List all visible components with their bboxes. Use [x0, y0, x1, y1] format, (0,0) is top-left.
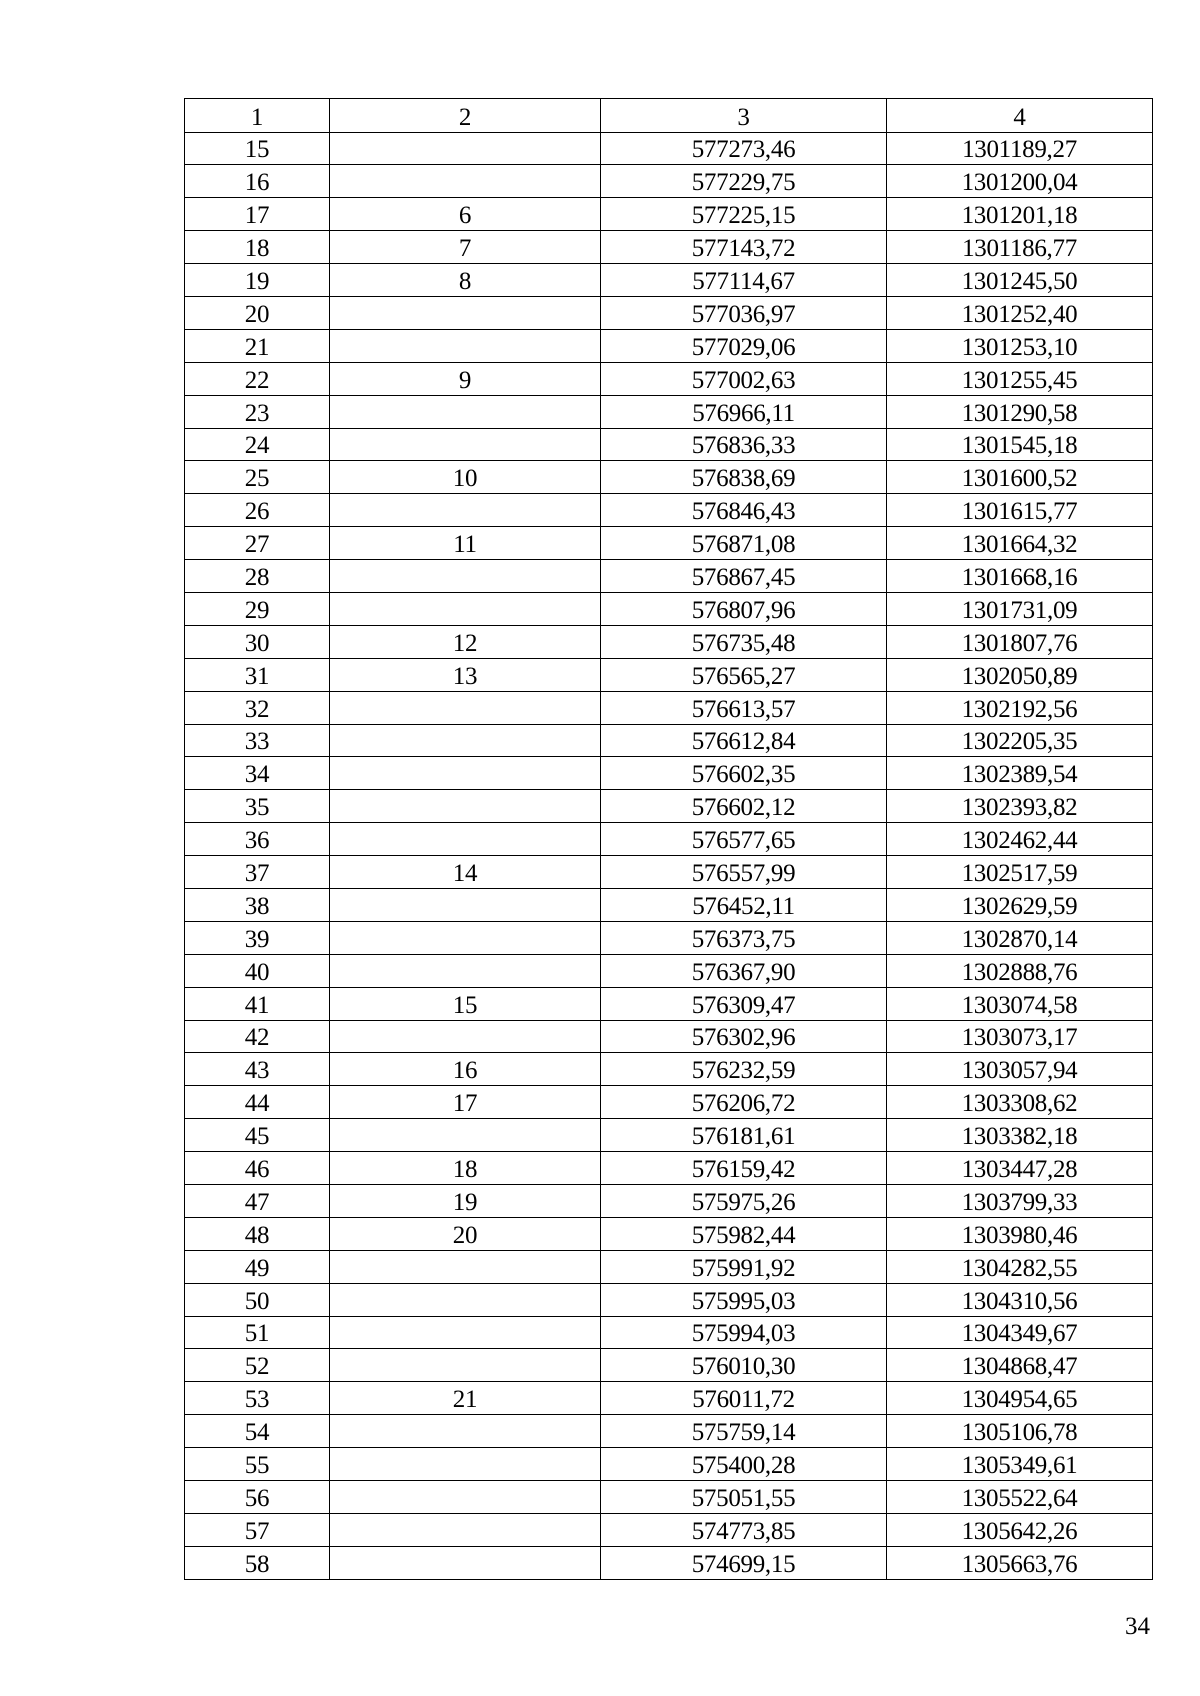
table-cell-col-3: 576867,45 [601, 560, 887, 593]
table-cell-col-3: 576966,11 [601, 395, 887, 428]
table-cell-col-2: 18 [330, 1152, 601, 1185]
table-cell-col-4: 1302205,35 [887, 724, 1153, 757]
table-row [185, 1020, 1153, 1053]
table-cell-col-3: 576602,12 [601, 790, 887, 823]
table-cell-col-3: 574699,15 [601, 1546, 887, 1579]
table-cell-col-3: 576577,65 [601, 823, 887, 856]
table-cell-col-1: 21 [185, 329, 330, 362]
table-cell-col-2 [330, 757, 601, 790]
table-cell-col-2 [330, 1119, 601, 1152]
table-row [185, 461, 1153, 494]
table-cell-col-3: 576011,72 [601, 1382, 887, 1415]
table-cell-col-2: 21 [330, 1382, 601, 1415]
table-cell-col-1: 23 [185, 395, 330, 428]
table-row [185, 987, 1153, 1020]
table-cell-col-3: 575995,03 [601, 1283, 887, 1316]
column-header-3: 3 [601, 99, 887, 133]
column-header-2: 2 [330, 99, 601, 133]
table-cell-col-1: 55 [185, 1448, 330, 1481]
table-cell-col-2 [330, 1448, 601, 1481]
table-cell-col-3: 576557,99 [601, 856, 887, 889]
table-cell-col-2: 20 [330, 1217, 601, 1250]
table-cell-col-1: 25 [185, 461, 330, 494]
table-cell-col-1: 56 [185, 1481, 330, 1514]
table-cell-col-3: 577225,15 [601, 198, 887, 231]
table-cell-col-1: 52 [185, 1349, 330, 1382]
table-cell-col-2 [330, 921, 601, 954]
table-cell-col-1: 32 [185, 691, 330, 724]
table-row [185, 1546, 1153, 1579]
column-header-4: 4 [887, 99, 1153, 133]
table-row [185, 888, 1153, 921]
table-cell-col-4: 1301807,76 [887, 625, 1153, 658]
table-cell-col-2 [330, 790, 601, 823]
table-cell-col-4: 1305642,26 [887, 1513, 1153, 1546]
table-cell-col-4: 1301731,09 [887, 592, 1153, 625]
table-cell-col-3: 576735,48 [601, 625, 887, 658]
table-cell-col-2 [330, 1481, 601, 1514]
table-cell-col-4: 1301664,32 [887, 527, 1153, 560]
table-cell-col-4: 1302192,56 [887, 691, 1153, 724]
table-cell-col-1: 31 [185, 658, 330, 691]
table-cell-col-1: 50 [185, 1283, 330, 1316]
table-row [185, 954, 1153, 987]
table-cell-col-1: 27 [185, 527, 330, 560]
table-cell-col-1: 20 [185, 296, 330, 329]
table-cell-col-1: 19 [185, 264, 330, 297]
table-cell-col-2 [330, 494, 601, 527]
table-cell-col-2: 14 [330, 856, 601, 889]
table-row [185, 527, 1153, 560]
table-row [185, 1185, 1153, 1218]
table-cell-col-3: 576807,96 [601, 592, 887, 625]
table-row [185, 1415, 1153, 1448]
table-row [185, 1349, 1153, 1382]
table-row [185, 395, 1153, 428]
table-cell-col-2 [330, 823, 601, 856]
table-cell-col-1: 45 [185, 1119, 330, 1152]
table-cell-col-4: 1301201,18 [887, 198, 1153, 231]
table-cell-col-4: 1301615,77 [887, 494, 1153, 527]
table-cell-col-1: 16 [185, 165, 330, 198]
table-header [185, 99, 1153, 133]
table-cell-col-2: 19 [330, 1185, 601, 1218]
table-cell-col-2: 7 [330, 231, 601, 264]
table-cell-col-4: 1302870,14 [887, 921, 1153, 954]
table-row [185, 1086, 1153, 1119]
table-cell-col-3: 575400,28 [601, 1448, 887, 1481]
table-cell-col-4: 1304954,65 [887, 1382, 1153, 1415]
table-cell-col-1: 57 [185, 1513, 330, 1546]
table-cell-col-2: 8 [330, 264, 601, 297]
table-cell-col-3: 576836,33 [601, 428, 887, 461]
table-cell-col-1: 41 [185, 987, 330, 1020]
table-cell-col-3: 576373,75 [601, 921, 887, 954]
table-cell-col-2 [330, 329, 601, 362]
table-cell-col-2 [330, 132, 601, 165]
table-cell-col-2 [330, 592, 601, 625]
table-row [185, 1382, 1153, 1415]
table-row [185, 1053, 1153, 1086]
table-cell-col-1: 39 [185, 921, 330, 954]
table-cell-col-1: 22 [185, 362, 330, 395]
table-cell-col-4: 1301200,04 [887, 165, 1153, 198]
table-row [185, 1316, 1153, 1349]
table-cell-col-2 [330, 1349, 601, 1382]
table-cell-col-1: 42 [185, 1020, 330, 1053]
table-row [185, 790, 1153, 823]
table-cell-col-2 [330, 395, 601, 428]
table-row [185, 691, 1153, 724]
table-cell-col-1: 49 [185, 1250, 330, 1283]
table-cell-col-2 [330, 428, 601, 461]
table-cell-col-1: 18 [185, 231, 330, 264]
table-cell-col-3: 576309,47 [601, 987, 887, 1020]
table-cell-col-4: 1301600,52 [887, 461, 1153, 494]
table-cell-col-4: 1301252,40 [887, 296, 1153, 329]
table-cell-col-3: 576602,35 [601, 757, 887, 790]
table-cell-col-2 [330, 296, 601, 329]
table-row [185, 1481, 1153, 1514]
table-cell-col-1: 35 [185, 790, 330, 823]
table-cell-col-4: 1302517,59 [887, 856, 1153, 889]
table-cell-col-1: 37 [185, 856, 330, 889]
table-cell-col-2 [330, 1283, 601, 1316]
table-body [185, 132, 1153, 1579]
table-row [185, 625, 1153, 658]
table-cell-col-3: 576838,69 [601, 461, 887, 494]
table-cell-col-4: 1305106,78 [887, 1415, 1153, 1448]
table-row [185, 1250, 1153, 1283]
table-row [185, 823, 1153, 856]
table-cell-col-2 [330, 560, 601, 593]
table-cell-col-4: 1303308,62 [887, 1086, 1153, 1119]
table-cell-col-1: 51 [185, 1316, 330, 1349]
table-cell-col-4: 1305663,76 [887, 1546, 1153, 1579]
table-cell-col-1: 17 [185, 198, 330, 231]
table-row [185, 165, 1153, 198]
table-row [185, 856, 1153, 889]
table-cell-col-4: 1302629,59 [887, 888, 1153, 921]
table-row [185, 231, 1153, 264]
table-cell-col-3: 577143,72 [601, 231, 887, 264]
table-cell-col-3: 576452,11 [601, 888, 887, 921]
table-cell-col-2 [330, 691, 601, 724]
table-row [185, 1513, 1153, 1546]
table-cell-col-1: 24 [185, 428, 330, 461]
table-cell-col-2: 10 [330, 461, 601, 494]
column-header-1: 1 [185, 99, 330, 133]
table-cell-col-3: 576871,08 [601, 527, 887, 560]
table-row [185, 264, 1153, 297]
table-cell-col-1: 44 [185, 1086, 330, 1119]
table-cell-col-3: 575975,26 [601, 1185, 887, 1218]
table-cell-col-2: 9 [330, 362, 601, 395]
table-cell-col-4: 1301186,77 [887, 231, 1153, 264]
table-cell-col-1: 15 [185, 132, 330, 165]
table-row [185, 329, 1153, 362]
table-cell-col-4: 1303073,17 [887, 1020, 1153, 1053]
table-cell-col-2 [330, 724, 601, 757]
table-cell-col-4: 1301253,10 [887, 329, 1153, 362]
table-cell-col-2: 6 [330, 198, 601, 231]
table-cell-col-4: 1301189,27 [887, 132, 1153, 165]
table-cell-col-4: 1301668,16 [887, 560, 1153, 593]
table-cell-col-3: 576159,42 [601, 1152, 887, 1185]
table-cell-col-3: 576302,96 [601, 1020, 887, 1053]
table-cell-col-4: 1303980,46 [887, 1217, 1153, 1250]
table-cell-col-4: 1303074,58 [887, 987, 1153, 1020]
table-cell-col-3: 575991,92 [601, 1250, 887, 1283]
table-cell-col-3: 575759,14 [601, 1415, 887, 1448]
table-cell-col-4: 1305522,64 [887, 1481, 1153, 1514]
table-cell-col-4: 1303799,33 [887, 1185, 1153, 1218]
table-cell-col-4: 1304868,47 [887, 1349, 1153, 1382]
table-cell-col-3: 575994,03 [601, 1316, 887, 1349]
table-cell-col-4: 1301545,18 [887, 428, 1153, 461]
table-cell-col-2 [330, 954, 601, 987]
table-cell-col-1: 29 [185, 592, 330, 625]
table-cell-col-3: 576612,84 [601, 724, 887, 757]
table-row [185, 1283, 1153, 1316]
table-cell-col-3: 577036,97 [601, 296, 887, 329]
table-row [185, 724, 1153, 757]
coordinates-table [184, 98, 1153, 1580]
table-row [185, 494, 1153, 527]
table-cell-col-3: 577029,06 [601, 329, 887, 362]
table-row [185, 132, 1153, 165]
table-cell-col-2: 11 [330, 527, 601, 560]
table-row [185, 1119, 1153, 1152]
table-cell-col-1: 26 [185, 494, 330, 527]
table-cell-col-3: 574773,85 [601, 1513, 887, 1546]
table-row [185, 560, 1153, 593]
table-cell-col-1: 33 [185, 724, 330, 757]
table-cell-col-4: 1301245,50 [887, 264, 1153, 297]
table-cell-col-1: 46 [185, 1152, 330, 1185]
table-cell-col-4: 1304282,55 [887, 1250, 1153, 1283]
table-cell-col-3: 576846,43 [601, 494, 887, 527]
table-cell-col-4: 1305349,61 [887, 1448, 1153, 1481]
table-cell-col-1: 53 [185, 1382, 330, 1415]
table-cell-col-3: 576565,27 [601, 658, 887, 691]
table-cell-col-2 [330, 888, 601, 921]
table-cell-col-2: 12 [330, 625, 601, 658]
table-cell-col-2: 13 [330, 658, 601, 691]
table-cell-col-4: 1301290,58 [887, 395, 1153, 428]
table-row [185, 198, 1153, 231]
table-cell-col-4: 1302462,44 [887, 823, 1153, 856]
table-cell-col-1: 36 [185, 823, 330, 856]
table-cell-col-3: 577229,75 [601, 165, 887, 198]
table-cell-col-4: 1302888,76 [887, 954, 1153, 987]
table-cell-col-3: 577273,46 [601, 132, 887, 165]
table-cell-col-3: 576367,90 [601, 954, 887, 987]
table-cell-col-2 [330, 1250, 601, 1283]
table-cell-col-3: 577002,63 [601, 362, 887, 395]
table-cell-col-1: 28 [185, 560, 330, 593]
table-cell-col-4: 1302393,82 [887, 790, 1153, 823]
table-cell-col-2 [330, 1513, 601, 1546]
table-row [185, 592, 1153, 625]
table-row [185, 658, 1153, 691]
table-cell-col-4: 1301255,45 [887, 362, 1153, 395]
table-cell-col-4: 1303447,28 [887, 1152, 1153, 1185]
table-cell-col-2 [330, 1316, 601, 1349]
table-row [185, 296, 1153, 329]
table-cell-col-3: 576232,59 [601, 1053, 887, 1086]
table-cell-col-1: 30 [185, 625, 330, 658]
table-cell-col-3: 575982,44 [601, 1217, 887, 1250]
table-cell-col-2 [330, 1415, 601, 1448]
table-cell-col-4: 1302389,54 [887, 757, 1153, 790]
page-number: 34 [1125, 1613, 1150, 1640]
table-cell-col-4: 1303382,18 [887, 1119, 1153, 1152]
table-cell-col-1: 38 [185, 888, 330, 921]
table-cell-col-1: 40 [185, 954, 330, 987]
table-cell-col-4: 1302050,89 [887, 658, 1153, 691]
table-cell-col-4: 1304349,67 [887, 1316, 1153, 1349]
table-row [185, 921, 1153, 954]
table-cell-col-4: 1303057,94 [887, 1053, 1153, 1086]
table-cell-col-3: 576181,61 [601, 1119, 887, 1152]
table-cell-col-2 [330, 1020, 601, 1053]
table-cell-col-1: 34 [185, 757, 330, 790]
table-row [185, 1448, 1153, 1481]
table-cell-col-2 [330, 165, 601, 198]
table-cell-col-4: 1304310,56 [887, 1283, 1153, 1316]
table-cell-col-1: 47 [185, 1185, 330, 1218]
table-cell-col-1: 58 [185, 1546, 330, 1579]
table-cell-col-3: 577114,67 [601, 264, 887, 297]
table-row [185, 757, 1153, 790]
table-row [185, 362, 1153, 395]
table-cell-col-1: 54 [185, 1415, 330, 1448]
table-cell-col-3: 576206,72 [601, 1086, 887, 1119]
table-cell-col-3: 576010,30 [601, 1349, 887, 1382]
table-cell-col-2: 17 [330, 1086, 601, 1119]
table-cell-col-3: 576613,57 [601, 691, 887, 724]
table-cell-col-2: 16 [330, 1053, 601, 1086]
header-row [185, 99, 1153, 133]
table-cell-col-1: 48 [185, 1217, 330, 1250]
table-row [185, 1152, 1153, 1185]
table-cell-col-2: 15 [330, 987, 601, 1020]
table-row [185, 1217, 1153, 1250]
table-cell-col-1: 43 [185, 1053, 330, 1086]
table-row [185, 428, 1153, 461]
table-cell-col-3: 575051,55 [601, 1481, 887, 1514]
table-cell-col-2 [330, 1546, 601, 1579]
